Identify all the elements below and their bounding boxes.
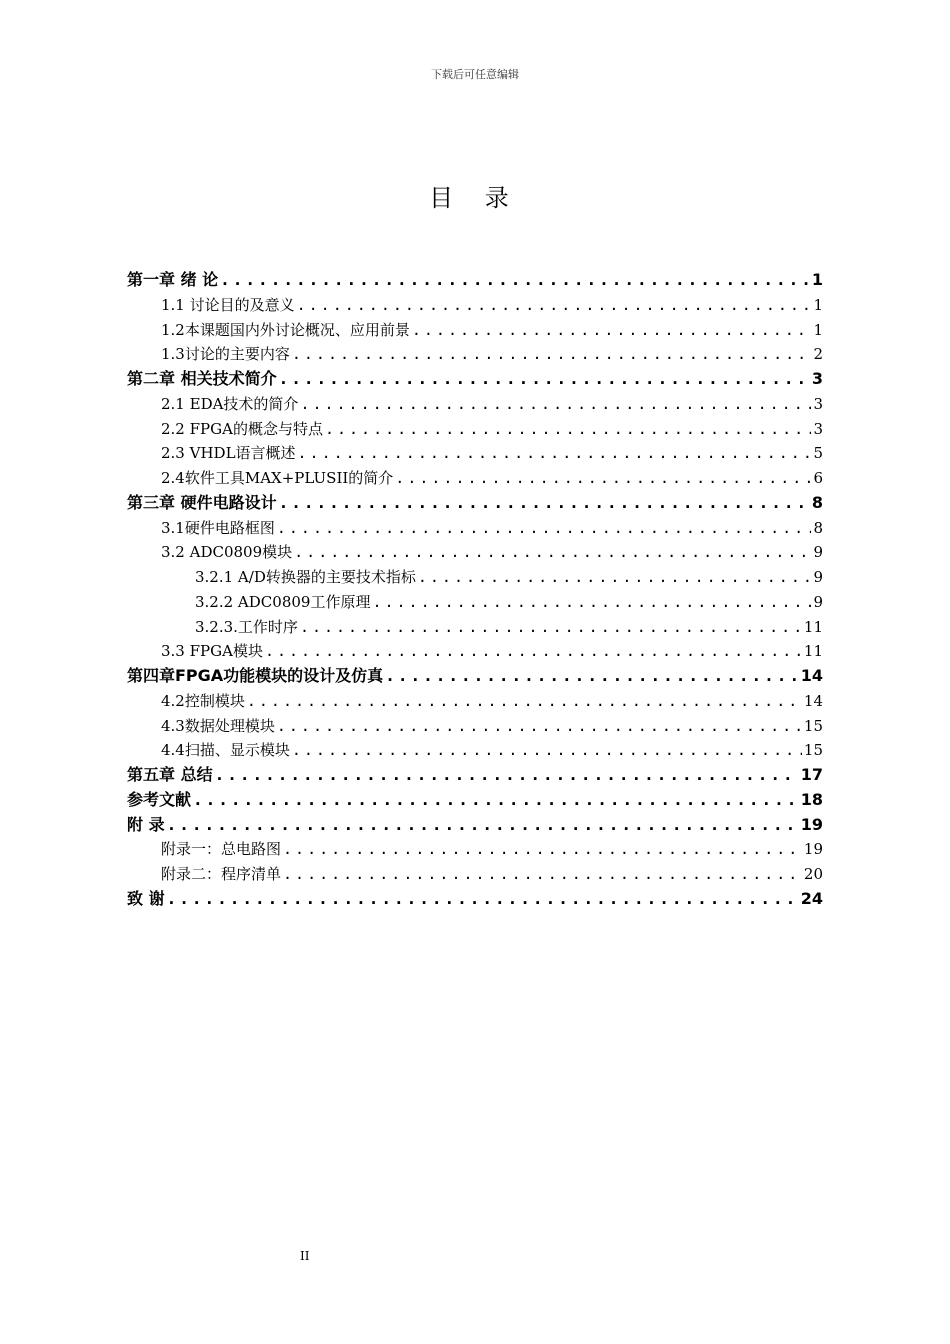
toc-entry-page: 8 [813,518,823,537]
toc-dot-leader [385,664,799,689]
toc-entry-label: 4.3数据处理模块 [161,716,275,735]
toc-entry[interactable] [127,615,823,640]
toc-entry-label: 3.2.3.工作时序 [195,617,298,636]
toc-entry-label: 3.2 ADC0809模块 [161,543,293,562]
toc-entry[interactable] [127,367,823,392]
toc-entry-label: 3.1硬件电路框图 [161,518,275,537]
toc-dot-leader [300,615,802,640]
toc-entry-label: 致 谢 [127,888,165,908]
toc-dot-leader [167,813,799,838]
toc-dot-leader [277,714,802,739]
toc-dot-leader [265,639,802,664]
toc-entry[interactable] [127,293,823,318]
toc-entry-label: 4.4扫描、显示模块 [161,741,290,760]
toc-dot-leader [167,887,799,912]
toc-entry-label: 1.2本课题国内外讨论概况、应用前景 [161,320,410,339]
toc-dot-leader [292,738,802,763]
toc-dot-leader [418,565,812,590]
toc-entry-label: 3.2.1 A/D转换器的主要技术指标 [195,568,416,586]
toc-dot-leader [193,788,799,813]
toc-entry-page: 9 [813,543,823,562]
toc-entry-page: 24 [800,888,823,908]
toc-entry-label: 附录二：程序清单 [161,865,282,883]
toc-entry-page: 3 [813,419,823,438]
toc-entry-label: 第五章 总结 [127,765,213,784]
toc-entry[interactable] [127,738,823,763]
toc-entry-page: 3 [813,394,823,413]
toc-entry-page: 1 [813,295,823,314]
toc-entry[interactable] [127,788,823,813]
toc-entry-page: 1 [811,270,823,289]
toc-entry[interactable] [127,318,823,343]
toc-entry-label: 第二章 相关技术简介 [127,369,277,388]
toc-dot-leader [247,689,802,714]
toc-entry-page: 11 [803,642,823,661]
toc-entry-page: 5 [813,444,823,463]
toc-dot-leader [279,491,810,516]
toc-dot-leader [372,590,811,615]
toc-entry[interactable] [127,392,823,417]
toc-entry[interactable] [127,417,823,442]
toc-entry-label: 第四章FPGA功能模块的设计及仿真 [127,666,384,685]
toc-dot-leader [215,763,799,788]
page-number: II [300,1249,310,1263]
toc-entry-page: 20 [803,865,823,883]
toc-entry-label: 参考文献 [127,789,192,809]
toc-entry-page: 18 [800,789,823,809]
toc-entry-label: 2.2 FPGA的概念与特点 [161,419,323,438]
toc-entry[interactable] [127,813,823,838]
toc-entry-page: 11 [803,617,823,636]
toc-entry[interactable] [127,590,823,615]
toc-dot-leader [277,516,812,541]
toc-dot-leader [294,540,811,565]
toc-entry-label: 3.2.2 ADC0809工作原理 [195,592,371,611]
toc-dot-leader [297,293,812,318]
toc-dot-leader [220,268,810,293]
toc-entry-page: 19 [800,814,823,834]
toc-entry[interactable] [127,763,823,788]
page-title: 目 录 [429,184,521,212]
toc-dot-leader [300,392,811,417]
toc-entry[interactable] [127,689,823,714]
toc-entry-label: 2.1 EDA技术的简介 [161,394,299,413]
toc-entry-label: 1.3讨论的主要内容 [161,345,290,364]
toc-dot-leader [292,342,812,367]
toc-entry-page: 1 [813,320,823,339]
toc-entry[interactable] [127,342,823,367]
toc-entry[interactable] [127,714,823,739]
toc-entry-page: 15 [803,716,823,735]
toc-entry-label: 第三章 硬件电路设计 [127,492,277,512]
toc-entry-label: 3.3 FPGA模块 [161,642,263,661]
toc-entry[interactable] [127,540,823,565]
table-of-contents [127,268,823,912]
toc-entry-page: 3 [811,369,823,388]
toc-entry-label: 2.3 VHDL语言概述 [161,444,296,463]
toc-entry[interactable] [127,565,823,590]
toc-entry[interactable] [127,491,823,516]
toc-entry-page: 2 [813,345,823,364]
toc-dot-leader [325,417,812,442]
toc-entry-label: 附录一：总电路图 [161,840,282,859]
toc-entry-label: 4.2控制模块 [161,691,245,710]
toc-entry-label: 附 录 [127,814,165,834]
toc-entry[interactable] [127,268,823,293]
toc-entry-label: 第一章 绪 论 [127,270,219,289]
toc-entry-label: 1.1 讨论目的及意义 [161,295,295,314]
toc-entry-label: 2.4软件工具MAX+PLUSII的简介 [161,469,394,487]
toc-dot-leader [298,441,812,466]
toc-dot-leader [283,837,802,862]
toc-entry-page: 14 [800,666,823,685]
toc-entry-page: 9 [813,568,823,586]
toc-dot-leader [412,318,812,343]
toc-entry[interactable] [127,639,823,664]
toc-entry[interactable] [127,862,823,887]
toc-entry[interactable] [127,664,823,689]
toc-entry-page: 17 [800,765,823,784]
toc-entry[interactable] [127,441,823,466]
toc-dot-leader [279,367,810,392]
toc-entry-page: 19 [803,840,823,859]
page-header: 下载后可任意编辑 [431,68,519,81]
toc-entry-page: 9 [813,592,823,611]
toc-entry[interactable] [127,887,823,912]
toc-entry[interactable] [127,516,823,541]
toc-entry-page: 6 [813,469,823,487]
toc-entry-page: 8 [811,492,823,512]
toc-entry[interactable] [127,837,823,862]
toc-dot-leader [283,862,802,887]
toc-entry-page: 14 [803,691,823,710]
toc-entry[interactable] [127,466,823,491]
toc-dot-leader [395,466,811,491]
toc-entry-page: 15 [803,741,823,760]
